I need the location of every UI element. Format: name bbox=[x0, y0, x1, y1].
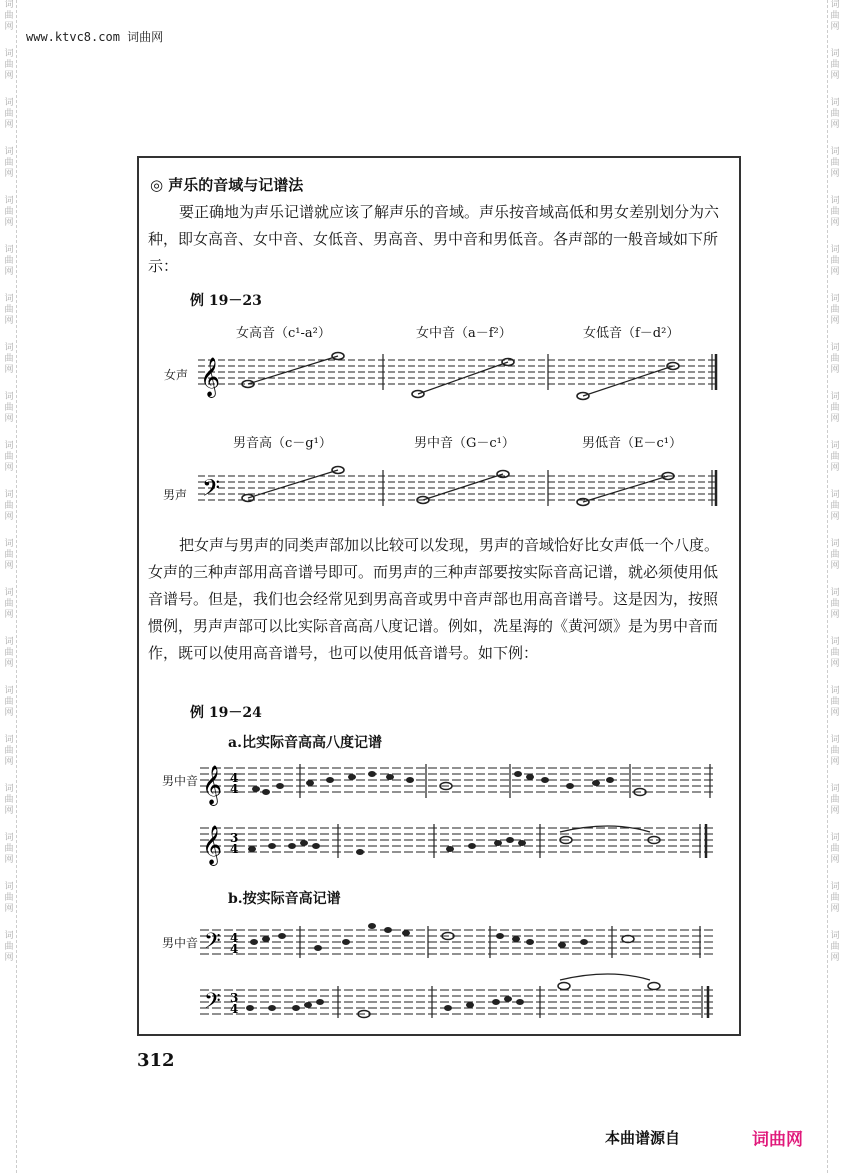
part-label-baritone-a: 男中音 bbox=[162, 774, 199, 788]
male-voice-label: 男声 bbox=[163, 488, 188, 502]
example-label-19-23: 例 19－23 bbox=[190, 293, 262, 309]
site-header: www.ktvc8.com 词曲网 bbox=[26, 30, 164, 44]
range-label-tenor: 男音高（c－g¹） bbox=[233, 436, 332, 451]
time-signature-icon: 4 bbox=[230, 931, 239, 945]
subsection-a-title: a.比实际音高高八度记谱 bbox=[228, 735, 382, 751]
subsection-b-title: b.按实际音高记谱 bbox=[228, 891, 341, 907]
note-heads bbox=[250, 923, 588, 951]
bass-clef-icon: 𝄢 bbox=[204, 929, 221, 959]
range-label-bass: 男低音（E－c¹） bbox=[582, 436, 682, 451]
treble-staff-a-line2 bbox=[200, 820, 716, 864]
male-range-staff bbox=[198, 464, 718, 512]
svg-text:4: 4 bbox=[230, 1002, 239, 1016]
note-heads bbox=[246, 996, 524, 1011]
range-label-soprano: 女高音（c¹-a²） bbox=[236, 326, 331, 341]
female-range-staff bbox=[198, 352, 718, 400]
time-signature-icon: 4 bbox=[230, 771, 239, 785]
bass-staff-b-line2 bbox=[200, 980, 716, 1024]
part-label-baritone-b: 男中音 bbox=[162, 936, 199, 950]
footer-brand-link[interactable]: 词曲网 bbox=[752, 1130, 803, 1150]
section-title: ◎ 声乐的音域与记谱法 bbox=[150, 176, 304, 194]
treble-clef-icon: 𝄞 bbox=[202, 825, 223, 865]
time-signature-icon: 3 bbox=[230, 831, 239, 845]
footer-source-label: 本曲谱源自 bbox=[605, 1129, 681, 1147]
range-label-alto: 女低音（f－d²） bbox=[583, 326, 680, 341]
treble-clef-icon: 𝄞 bbox=[202, 765, 223, 805]
bass-clef-icon: 𝄢 bbox=[202, 474, 221, 507]
range-label-baritone: 男中音（G－c¹） bbox=[414, 436, 515, 451]
example-label-19-24: 例 19－24 bbox=[190, 705, 262, 721]
svg-text:4: 4 bbox=[230, 782, 239, 796]
right-margin-watermark: 词曲网 词曲网 词曲网 词曲网 词曲网 词曲网 词曲网 词曲网 词曲网 词曲网 词曲网 词曲网 词曲网 词曲网 词曲网 词曲网 词曲网 词曲网 词曲网 词曲网 bbox=[827, 0, 842, 1173]
paragraph-1: 要正确地为声乐记谱就应该了解声乐的音域。声乐按音域高低和男女差别划分为六种，即女高音、女中音、女低音、男高音、男中音和男低音。各声部的一般音域如下所示： bbox=[148, 203, 720, 275]
note-heads bbox=[252, 771, 614, 795]
range-label-mezzo: 女中音（a－f²） bbox=[416, 326, 512, 341]
bass-clef-icon: 𝄢 bbox=[204, 989, 221, 1019]
paragraph-2: 把女声与男声的同类声部加以比较可以发现，男声的音域恰好比女声低一个八度。女声的三种声部用高音谱号即可。而男声的三种声部要按实际音高记谱，就必须使用低音谱号。但是，我们也会经常见到男高音或男中音声部也用高音谱号。这是因为，按照惯例，男声声部可以比实际音高高八度记谱。例如，冼星海的《黄河颂》是为男中音而作，既可以使用高音谱号，也可以使用低音谱号。如下例： bbox=[148, 536, 720, 662]
time-signature-icon: 3 bbox=[230, 991, 239, 1005]
svg-text:4: 4 bbox=[230, 942, 239, 956]
page-number: 312 bbox=[137, 1050, 175, 1071]
treble-clef-icon: 𝄞 bbox=[200, 357, 221, 397]
female-voice-label: 女声 bbox=[164, 368, 189, 382]
left-margin-watermark: 词曲网 词曲网 词曲网 词曲网 词曲网 词曲网 词曲网 词曲网 词曲网 词曲网 词曲网 词曲网 词曲网 词曲网 词曲网 词曲网 词曲网 词曲网 词曲网 词曲网 bbox=[2, 0, 17, 1173]
bass-staff-b-line1 bbox=[200, 920, 716, 964]
svg-text:4: 4 bbox=[230, 842, 239, 856]
treble-staff-a-line1 bbox=[200, 760, 716, 804]
